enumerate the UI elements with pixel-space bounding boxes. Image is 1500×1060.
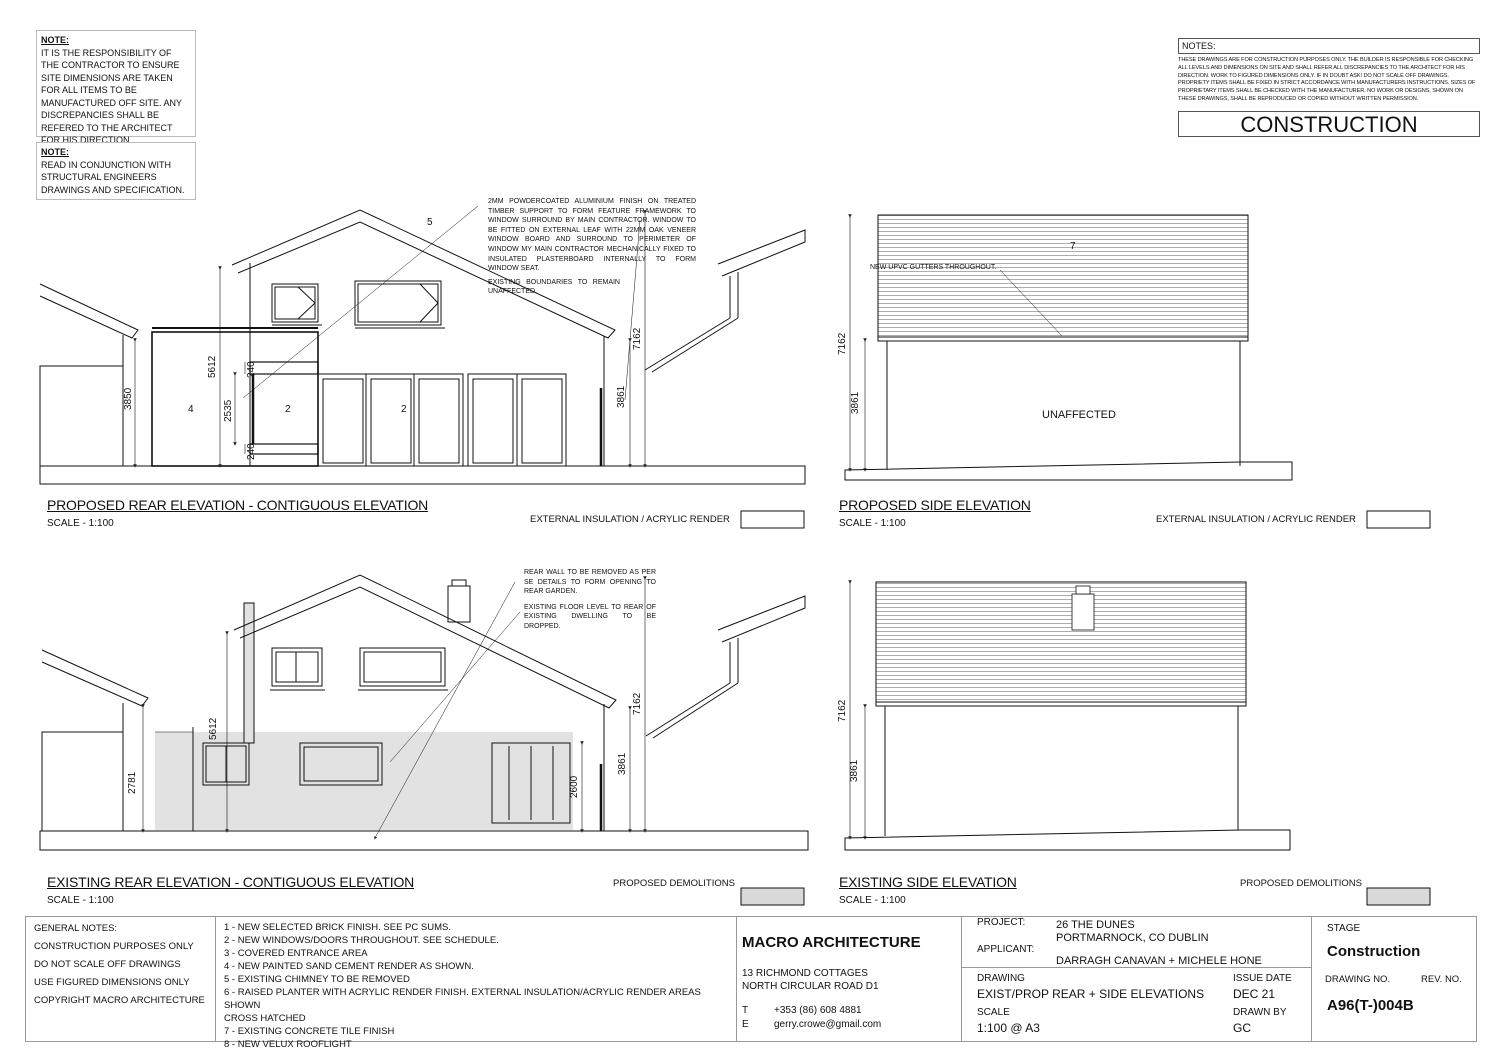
- right-neighbour-roof: [718, 230, 805, 276]
- project-address-1: 26 THE DUNES: [1056, 919, 1135, 931]
- key-item: 4 - NEW PAINTED SAND CEMENT RENDER AS SHOWN.: [224, 961, 474, 972]
- dim-2781: 2781: [127, 771, 138, 794]
- ground-strip: [845, 830, 1290, 850]
- drawn-by: GC: [1233, 1021, 1251, 1035]
- legend-label: PROPOSED DEMOLITIONS: [613, 878, 735, 889]
- dim-3861: 3861: [617, 752, 628, 775]
- chimney: [1072, 594, 1094, 630]
- drawing-label: DRAWING: [977, 973, 1025, 984]
- ground-strip: [40, 466, 805, 484]
- dim-3850: 3850: [123, 387, 134, 410]
- notes-heading: NOTES:: [1178, 38, 1480, 54]
- applicant-name: DARRAGH CANAVAN + MICHELE HONE: [1056, 955, 1262, 967]
- legend-swatch-demolition: [1367, 888, 1430, 905]
- key-item: 3 - COVERED ENTRANCE AREA: [224, 948, 368, 959]
- dim-240-top: 240: [246, 361, 257, 378]
- existing-side-text: [837, 699, 860, 782]
- view-scale: SCALE - 1:100: [839, 895, 906, 906]
- dim-7162: 7162: [632, 327, 643, 350]
- tag-2b: 2: [401, 404, 407, 415]
- key-item: 8 - NEW VELUX ROOFLIGHT: [224, 1039, 352, 1050]
- general-note-line: CONSTRUCTION PURPOSES ONLY: [34, 941, 194, 952]
- general-note-line: USE FIGURED DIMENSIONS ONLY: [34, 977, 190, 988]
- dim-2535: 2535: [223, 399, 234, 422]
- view-title-proposed-side: PROPOSED SIDE ELEVATION: [839, 497, 1031, 513]
- annotation-rear-wall: [524, 568, 656, 632]
- drawn-by-label: DRAWN BY: [1233, 1007, 1287, 1018]
- key-item: CROSS HATCHED: [224, 1013, 306, 1024]
- legend-swatch-render: [1367, 511, 1430, 528]
- notes-text: THESE DRAWINGS ARE FOR CONSTRUCTION PURPOSES ONLY. THE BUILDER IS RESPONSIBLE FOR CHECKING ALL LEVELS AND DIMENSIONS ON SITE AND SHALL REFER ALL DISCREPANCIES TO THE ARCHITECT FOR HIS DIRECTION. WORK TO FIGURED DIMENSIONS ONLY. IF IN DOUBT ASK! DO NOT SCALE OFF DRAWINGS. PROPRIETY ITEMS SHALL BE FIXED IN STRICT ACCORDANCE WITH MANUFACTURERS INSTRUCTIONS. SIZES OF PROPRIETARY ITEMS SHALL BE CHECKED WITH THE MANUFACTURER. NO WORK OR DESIGNS, SHOWN ON THESE DRAWINGS, SHALL BE REPRODUCED OR COPIED WITHOUT WRITTEN PERMISSION.: [1178, 57, 1476, 102]
- view-scale: SCALE - 1:100: [47, 518, 114, 529]
- dim-7162: 7162: [632, 692, 643, 715]
- key-item: 6 - RAISED PLANTER WITH ACRYLIC RENDER FINISH. EXTERNAL INSULATION/ACRYLIC RENDER AREAS SHOWN: [224, 987, 701, 1011]
- key-item: 2 - NEW WINDOWS/DOORS THROUGHOUT. SEE SCHEDULE.: [224, 935, 499, 946]
- ground-strip: [845, 462, 1292, 480]
- key-column: [215, 917, 737, 1050]
- right-neighbour-roof: [718, 596, 805, 642]
- legend-swatch-render: [741, 511, 804, 528]
- general-note-line: DO NOT SCALE OFF DRAWINGS: [34, 959, 181, 970]
- firm-name: MACRO ARCHITECTURE: [742, 934, 921, 951]
- unaffected-label: UNAFFECTED: [1042, 409, 1116, 421]
- existing-side-elevation: [845, 582, 1290, 850]
- annotation-text: EXISTING FLOOR LEVEL TO REAR OF EXISTING DWELLING TO BE DROPPED.: [524, 603, 656, 630]
- scale-label: SCALE: [977, 1007, 1010, 1018]
- dim-5612: 5612: [207, 355, 218, 378]
- applicant-label: APPLICANT:: [977, 944, 1035, 955]
- key-item: 5 - EXISTING CHIMNEY TO BE REMOVED: [224, 974, 410, 985]
- stage-value: Construction: [1327, 943, 1421, 960]
- annotation-text: REAR WALL TO BE REMOVED AS PER SE DETAILS TO FORM OPENING TO REAR GARDEN.: [524, 569, 656, 596]
- tag-5: 5: [427, 217, 433, 228]
- left-neighbour-roof: [40, 284, 138, 338]
- scale-value: 1:100 @ A3: [977, 1021, 1040, 1035]
- existing-rear-elevation: [40, 575, 808, 850]
- key-item: 1 - NEW SELECTED BRICK FINISH. SEE PC SUMS.: [224, 922, 451, 933]
- title-block: [25, 916, 1477, 1050]
- issue-date-label: ISSUE DATE: [1233, 973, 1292, 984]
- issue-date: DEC 21: [1233, 987, 1276, 1001]
- legend-label: EXTERNAL INSULATION / ACRYLIC RENDER: [530, 514, 730, 525]
- left-neighbour-roof: [42, 650, 148, 706]
- view-scale: SCALE - 1:100: [47, 895, 114, 906]
- email-label: E: [742, 1019, 749, 1030]
- dim-3861: 3861: [850, 391, 861, 414]
- sliding-door-left: [318, 374, 463, 466]
- dim-7162: 7162: [837, 699, 848, 722]
- view-title-existing-side: EXISTING SIDE ELEVATION: [839, 874, 1017, 890]
- firm-column: [736, 917, 962, 1041]
- drawing-title: EXIST/PROP REAR + SIDE ELEVATIONS: [977, 987, 1205, 1001]
- stage-banner: CONSTRUCTION: [1178, 111, 1480, 137]
- firm-phone: +353 (86) 608 4881: [774, 1005, 862, 1016]
- note-heading: NOTE:: [41, 147, 69, 157]
- chimney-rear: [448, 586, 470, 622]
- project-divider: [961, 967, 1311, 968]
- tag-2a: 2: [285, 404, 291, 415]
- project-label: PROJECT:: [977, 917, 1026, 928]
- drawing-number: A96(T-)004B: [1327, 997, 1414, 1014]
- general-note-line: COPYRIGHT MACRO ARCHITECTURE: [34, 995, 205, 1006]
- roof-siding: [876, 582, 1246, 702]
- dim-7162: 7162: [837, 332, 848, 355]
- firm-email[interactable]: gerry.crowe@gmail.com: [774, 1019, 882, 1030]
- dim-2600: 2600: [569, 775, 580, 798]
- project-address-2: PORTMARNOCK, CO DUBLIN: [1056, 932, 1209, 944]
- legend-swatch-demolition: [741, 888, 804, 905]
- firm-address-1: 13 RICHMOND COTTAGES: [742, 968, 868, 979]
- key-item: 7 - EXISTING CONCRETE TILE FINISH: [224, 1026, 395, 1037]
- project-column: [961, 917, 1312, 1041]
- stage-column: [1311, 917, 1476, 1041]
- legend-label: PROPOSED DEMOLITIONS: [1240, 878, 1362, 889]
- roof-siding: [878, 215, 1248, 337]
- note-text: IT IS THE RESPONSIBILITY OF THE CONTRACTOR TO ENSURE SITE DIMENSIONS ARE TAKEN FOR ALL ITEMS TO BE MANUFACTURED OFF SITE. ANY DISCREPANCIES SHALL BE REFERED TO THE ARCHITECT FOR HIS DIRECTION.: [41, 47, 182, 145]
- gutter-note: NEW UPVC GUTTERS THROUGHOUT.: [870, 264, 997, 271]
- view-title-proposed-rear: PROPOSED REAR ELEVATION - CONTIGUOUS ELEVATION: [47, 497, 429, 513]
- stage-label: STAGE: [1327, 923, 1361, 934]
- note-heading: NOTE:: [41, 35, 69, 45]
- general-notes-column: [26, 917, 216, 1041]
- annotation-text: EXISTING BOUNDARIES TO REMAIN UNAFFECTED.: [488, 278, 620, 296]
- note-text: READ IN CONJUNCTION WITH STRUCTURAL ENGINEERS DRAWINGS AND SPECIFICATION.: [41, 159, 185, 195]
- chimney-left: [244, 603, 254, 743]
- general-note-line: GENERAL NOTES:: [34, 923, 118, 934]
- tag-7: 7: [1070, 241, 1076, 252]
- phone-label: T: [742, 1005, 749, 1016]
- view-scale: SCALE - 1:100: [839, 518, 906, 529]
- dim-5612: 5612: [208, 717, 219, 740]
- rev-no-label: REV. NO.: [1421, 974, 1462, 985]
- tag-4: 4: [188, 404, 194, 415]
- view-title-existing-rear: EXISTING REAR ELEVATION - CONTIGUOUS ELEVATION: [47, 874, 415, 890]
- firm-address-2: NORTH CIRCULAR ROAD D1: [742, 981, 879, 992]
- annotation-text: 2MM POWDERCOATED ALUMINIUM FINISH ON TREATED TIMBER SUPPORT TO FORM FEATURE FRAMEWORK TO WINDOW SURROUND BY MAIN CONTRACTOR. WINDOW TO BE FITTED ON EXTERNAL LEAF WITH 22MM OAK VENEER WINDOW BOARD AND SURROUND TO PERIMETER OF WINDOW MY MAIN CONTRACTOR MECHANICALLY FIXED TO INSULATED PLASTERBOARD INTERNALLY TO FORM WINDOW SEAT.: [488, 198, 696, 273]
- dim-3861: 3861: [616, 385, 627, 408]
- annotation-window-framework: [488, 197, 696, 297]
- drawing-no-label: DRAWING NO.: [1325, 974, 1391, 985]
- proposed-side-elevation: [845, 215, 1292, 480]
- legend-label: EXTERNAL INSULATION / ACRYLIC RENDER: [1156, 514, 1356, 525]
- ground-strip: [40, 831, 808, 850]
- dim-3861: 3861: [849, 759, 860, 782]
- dim-240-bottom: 240: [246, 443, 257, 460]
